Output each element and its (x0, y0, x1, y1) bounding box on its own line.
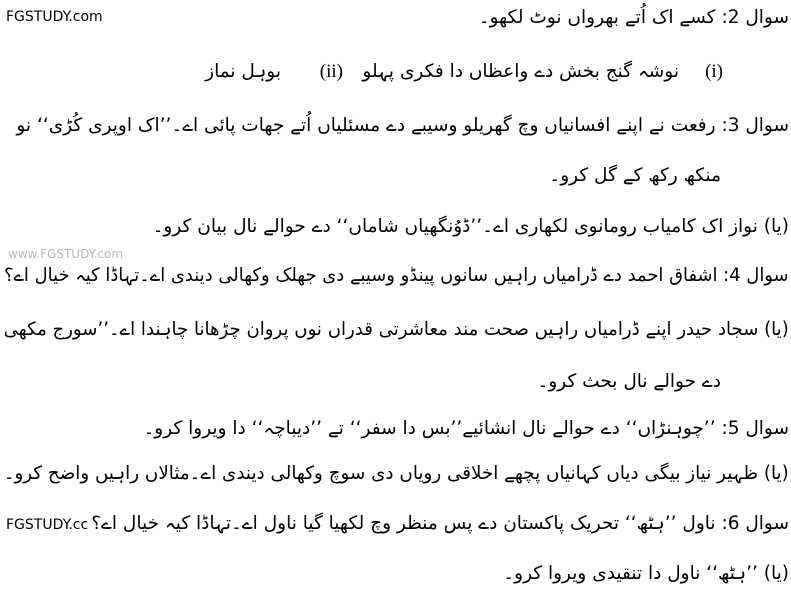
q2-option-2-text: بوہل نماز (205, 61, 281, 82)
q2-option-1-text: نوشہ گنج بخش دے واعظاں دا فکری پہلو (362, 61, 679, 82)
watermark-bottom: FGSTUDY.cc (6, 517, 89, 533)
q2-option-2-marker: (ii) (319, 61, 343, 82)
q2-option-1-marker: (i) (705, 61, 723, 82)
q3-line-1: سوال 3: رفعت نے اپنے افسانیاں وچ گھریلو وسیبے دے مسئلیاں اُتے جھات پائی اے۔’’اک اوپری کُڑی‘‘ نو (16, 115, 789, 136)
q3-line-2: منکھ رکھ کے گل کرو۔ (549, 165, 721, 186)
q3-alternative: (یا) نواز اک کامیاب رومانوی لکھاری اے۔’’ڈوُنگھیاں شاماں‘‘ دے حوالے نال بیان کرو۔ (152, 216, 789, 237)
q6-line-1: سوال 6: ناول ’’ہٹھ‘‘ تحریک پاکستان دے پس منظر وچ لکھیا گیا ناول اے۔تہاڈا کیہ خیال اے؟ (91, 513, 789, 534)
watermark-top: FGSTUDY.com (6, 9, 103, 25)
q4-line-1: سوال 4: اشفاق احمد دے ڈرامیاں راہیں سانوں پینڈو وسیبے دی جھلک وکھالی دیندی اے۔تہاڈا کیہ خیال اے؟ (4, 265, 789, 286)
q2-line-1: سوال 2: کسے اک اُتے بھرواں نوٹ لکھو۔ (478, 7, 789, 28)
q4-alternative-line-1: (یا) سجاد حیدر اپنے ڈرامیاں راہیں صحت مند معاشرتی قدراں نوں پروان چڑھانا چاہندا اے۔’’سورج مکھی (3, 319, 789, 340)
q6-alternative: (یا) ’’ہٹھ‘‘ ناول دا تنقیدی ویروا کرو۔ (503, 563, 789, 584)
watermark-mid: www.FGSTUDY.com (8, 247, 124, 261)
q4-alternative-line-2: دے حوالے نال بحث کرو۔ (537, 371, 721, 392)
q5-line-1: سوال 5: ’’چوہنڑاں‘‘ دے حوالے نال انشائیے’’بس دا سفر‘‘ تے ’’دیباچہ‘‘ دا ویروا کرو۔ (143, 418, 789, 439)
q5-alternative: (یا) ظہیر نیاز بیگی دیاں کہانیاں پچھے اخلاقی رویاں دی سوچ وکھالی دیندی اے۔مثالاں راہیں واضح کرو۔ (3, 463, 789, 484)
